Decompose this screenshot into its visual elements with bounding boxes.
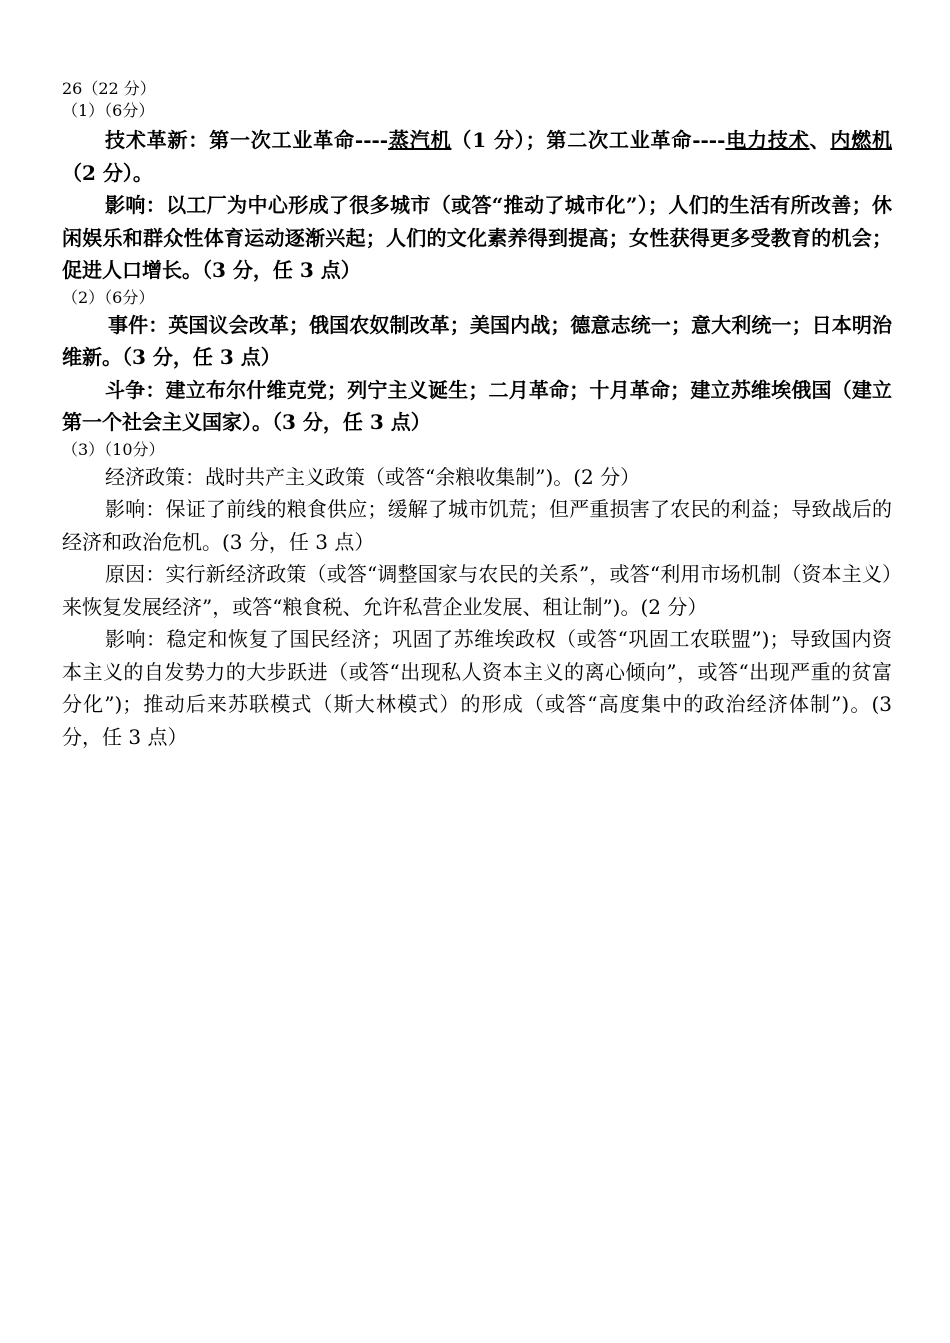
part1-label: （1）（6分）: [62, 101, 155, 120]
part2-struggle-paragraph: 斗争：建立布尔什维克党；列宁主义诞生；二月革命；十月革命；建立苏维埃俄国（建立第一个社会主义国家）。（3 分，任 3 点）: [62, 377, 892, 434]
part3-impact1-paragraph: 影响：保证了前线的粮食供应；缓解了城市饥荒；但严重损害了农民的利益；导致战后的经济和政治危机。(3 分，任 3 点）: [62, 497, 892, 554]
part1-impact-paragraph: 影响：以工厂为中心形成了很多城市（或答“推动了城市化”）；人们的生活有所改善；休闲娱乐和群众性体育运动逐渐兴起；人们的文化素养得到提高；女性获得更多受教育的机会；促进人口增长。（3 分，任 3 点）: [62, 193, 892, 282]
part3-policy-paragraph: 经济政策：战时共产主义政策（或答“余粮收集制”)。(2 分）: [105, 464, 641, 489]
part1-tech-text-3: 、: [809, 128, 831, 152]
part1-tech-text-2: （1 分）；第二次工业革命----: [451, 128, 726, 152]
part1-tech-text-4: （2 分）。: [62, 160, 153, 185]
part1-tech-electric: 电力技术: [725, 128, 810, 152]
answer-document: [62, 78, 892, 753]
part3-label: （3）（10分）: [62, 439, 165, 459]
part1-tech-steam-engine: 蒸汽机: [388, 128, 452, 152]
part2-events-paragraph: 事件：英国议会改革；俄国农奴制改革；美国内战；德意志统一；意大利统一；日本明治维新。（3 分，任 3 点）: [62, 312, 892, 369]
question-header: 26（22 分）: [62, 79, 156, 98]
part1-tech-paragraph: [62, 124, 892, 189]
part1-tech-text-1: 技术革新：第一次工业革命----: [105, 128, 389, 152]
part2-label: （2）（6分）: [62, 287, 155, 307]
part1-tech-combustion-engine: 内燃机: [830, 128, 893, 152]
part3-impact2-paragraph: 影响：稳定和恢复了国民经济；巩固了苏维埃政权（或答“巩固工农联盟”)；导致国内资本主义的自发势力的大步跃进（或答“出现私人资本主义的离心倾向”，或答“出现严重的贫富分化”)；推动后来苏联模式（斯大林模式）的形成（或答“高度集中的政治经济体制”)。(3 分，任 3 点）: [62, 627, 892, 749]
part3-reason-paragraph: 原因：实行新经济政策（或答“调整国家与农民的关系”，或答“利用市场机制（资本主义）来恢复发展经济”，或答“粮食税、允许私营企业发展、租让制”)。(2 分）: [62, 562, 892, 619]
